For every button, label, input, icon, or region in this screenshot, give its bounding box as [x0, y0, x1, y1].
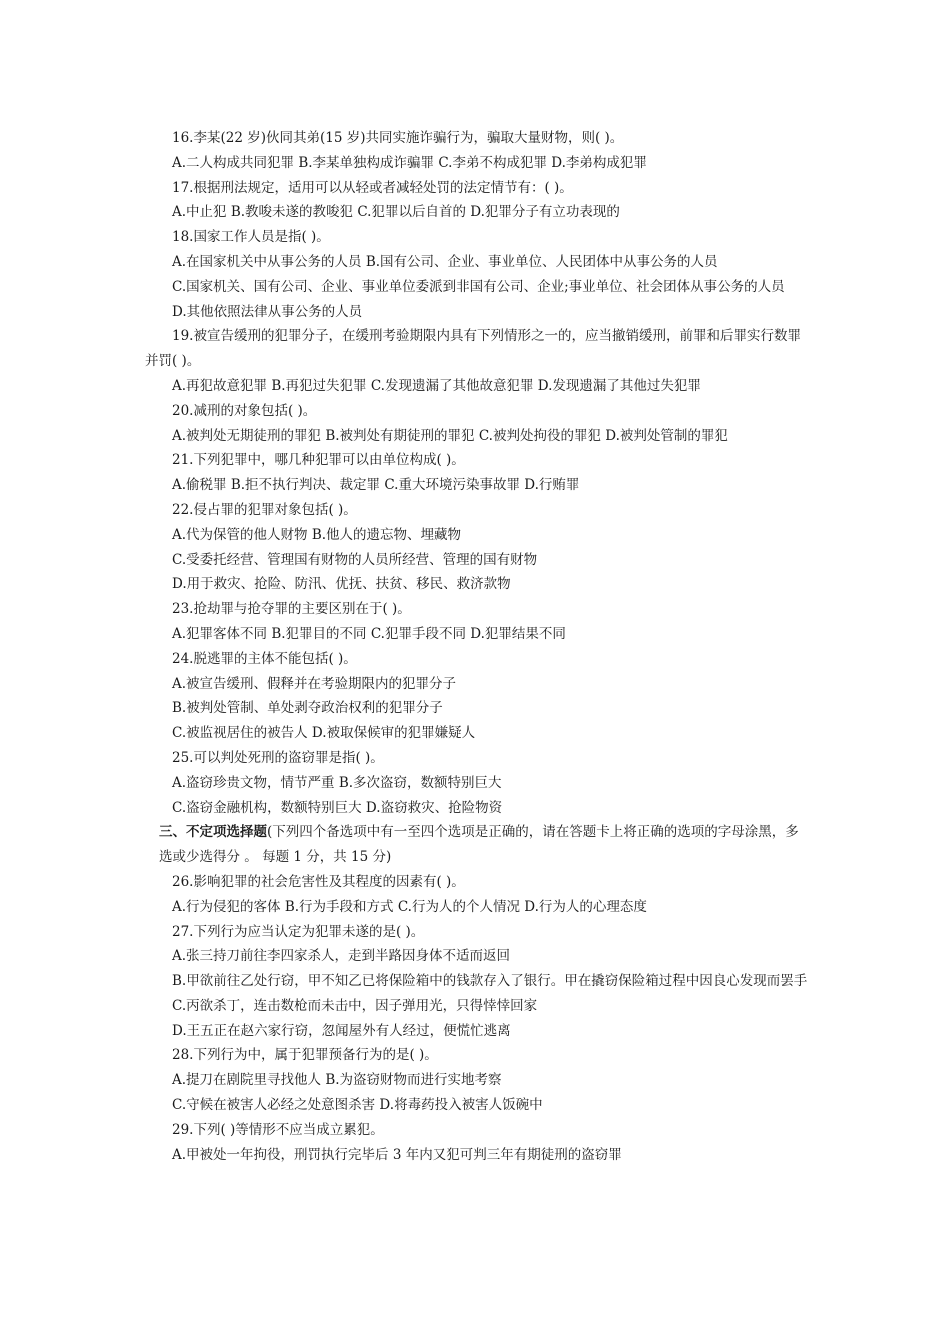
question-24: 24.脱逃罪的主体不能包括( )。 [172, 650, 357, 667]
option-22-c: C.受委托经营、管理国有财物的人员所经营、管理的国有财物 [172, 551, 538, 568]
option-27-c: C.丙欲杀丁，连击数枪而未击中，因子弹用光，只得悻悻回家 [172, 997, 538, 1014]
question-23: 23.抢劫罪与抢夺罪的主要区别在于( )。 [172, 601, 411, 618]
option-24-a: A.被宣告缓刑、假释并在考验期限内的犯罪分子 [172, 675, 457, 692]
question-28: 28.下列行为中，属于犯罪预备行为的是( )。 [172, 1047, 438, 1064]
option-22-ab: A.代为保管的他人财物 B.他人的遗忘物、埋藏物 [172, 526, 462, 543]
option-24-b: B.被判处管制、单处剥夺政治权利的犯罪分子 [172, 700, 443, 717]
option-25-cd: C.盗窃金融机构，数额特别巨大 D.盗窃救灾、抢险物资 [172, 799, 503, 816]
question-21: 21.下列犯罪中，哪几种犯罪可以由单位构成( )。 [172, 452, 465, 469]
option-28-cd: C.守候在被害人必经之处意图杀害 D.将毒药投入被害人饭碗中 [172, 1097, 543, 1114]
option-18-c: C.国家机关、国有公司、企业、事业单位委派到非国有公司、企业;事业单位、社会团体从事公务的人员 [172, 278, 785, 295]
options-21: A.偷税罪 B.拒不执行判决、裁定罪 C.重大环境污染事故罪 D.行贿罪 [172, 477, 580, 494]
option-24-cd: C.被监视居住的被告人 D.被取保候审的犯罪嫌疑人 [172, 725, 476, 742]
option-18-d: D.其他依照法律从事公务的人员 [172, 303, 363, 320]
question-16: 16.李某(22 岁)伙同其弟(15 岁)共同实施诈骗行为，骗取大量财物，则( )。 [172, 130, 624, 146]
option-18-ab: A.在国家机关中从事公务的人员 B.国有公司、企业、事业单位、人民团体中从事公务的人员 [172, 253, 718, 270]
question-20: 20.减刑的对象包括( )。 [172, 402, 317, 419]
options-16: A.二人构成共同犯罪 B.李某单独构成诈骗罪 C.李弟不构成犯罪 D.李弟构成犯罪 [172, 154, 647, 171]
question-22: 22.侵占罪的犯罪对象包括( )。 [172, 501, 357, 518]
section-3-heading [145, 820, 810, 870]
option-29-a: A.甲被处一年拘役，刑罚执行完毕后 3 年内又犯可判三年有期徒刑的盗窃罪 [172, 1146, 622, 1163]
question-29: 29.下列( )等情形不应当成立累犯。 [172, 1121, 384, 1138]
options-20: A.被判处无期徒刑的罪犯 B.被判处有期徒刑的罪犯 C.被判处拘役的罪犯 D.被判处管制的罪犯 [172, 427, 728, 444]
question-18: 18.国家工作人员是指( )。 [172, 229, 330, 246]
question-17: 17.根据刑法规定，适用可以从轻或者减轻处罚的法定情节有：( )。 [172, 179, 573, 196]
question-19: 19.被宣告缓刑的犯罪分子，在缓刑考验期限内具有下列情形之一的，应当撤销缓刑，前罪和后罪实行数罪并罚( )。 [145, 328, 801, 370]
options-26: A.行为侵犯的客体 B.行为手段和方式 C.行为人的个人情况 D.行为人的心理态度 [172, 898, 647, 915]
question-list [145, 126, 810, 1167]
question-26: 26.影响犯罪的社会危害性及其程度的因素有( )。 [172, 873, 465, 890]
option-28-ab: A.提刀在剧院里寻找他人 B.为盗窃财物而进行实地考察 [172, 1072, 502, 1089]
options-17: A.中止犯 B.教唆未遂的教唆犯 C.犯罪以后自首的 D.犯罪分子有立功表现的 [172, 204, 620, 221]
option-22-d: D.用于救灾、抢险、防汛、优抚、扶贫、移民、救济款物 [172, 576, 511, 593]
options-19: A.再犯故意犯罪 B.再犯过失犯罪 C.发现遗漏了其他故意犯罪 D.发现遗漏了其他过失犯罪 [172, 377, 701, 394]
question-25: 25.可以判处死刑的盗窃罪是指( )。 [172, 749, 384, 766]
option-27-b: B.甲欲前往乙处行窃，甲不知乙已将保险箱中的钱款存入了银行。甲在撬窃保险箱过程中因良心发现而罢手 [172, 973, 808, 990]
option-25-ab: A.盗窃珍贵文物，情节严重 B.多次盗窃，数额特别巨大 [172, 774, 502, 791]
option-27-d: D.王五正在赵六家行窃，忽闻屋外有人经过，便慌忙逃离 [172, 1022, 511, 1039]
option-27-a: A.张三持刀前往李四家杀人，走到半路因身体不适而返回 [172, 948, 511, 965]
question-27: 27.下列行为应当认定为犯罪未遂的是( )。 [172, 923, 425, 940]
section-3-instructions: (下列四个备选项中有一至四个选项是正确的，请在答题卡上将正确的选项的字母涂黑，多选或少选得分 。 每题 1 分，共 15 分) [159, 824, 799, 866]
options-23: A.犯罪客体不同 B.犯罪目的不同 C.犯罪手段不同 D.犯罪结果不同 [172, 625, 566, 642]
section-3-title: 三、不定项选择题 [159, 824, 267, 841]
